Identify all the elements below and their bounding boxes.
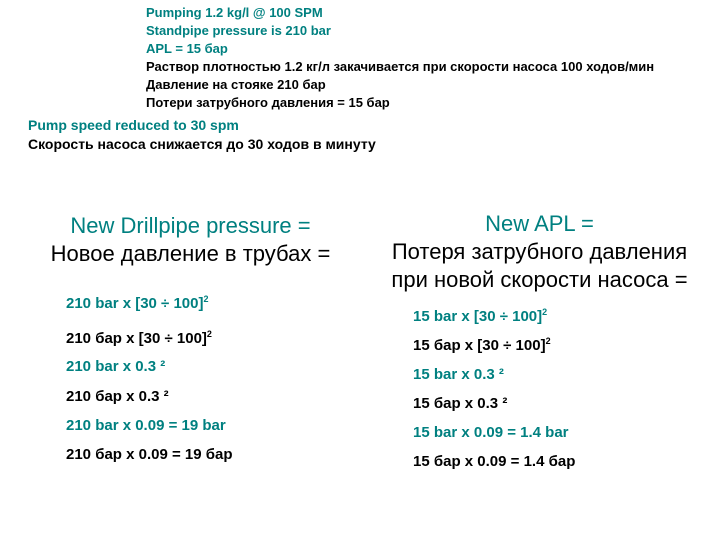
given-line-standpipe: Standpipe pressure is 210 bar (146, 23, 331, 38)
drillpipe-step-3: 210 bar x 0.3 ² (66, 358, 166, 375)
apl-step-1: 15 bar x $[30 \div 100]^2$ (413, 307, 548, 325)
drillpipe-step-2: 210 бар x $[30 \div 100]^2$ (66, 329, 212, 347)
apl-heading (362, 210, 717, 294)
given-line-pumping: Pumping 1.2 kg/l @ 100 SPM (146, 5, 323, 20)
apl-step-6: 15 бар x 0.09 = 1.4 бар (413, 453, 576, 470)
drillpipe-step-4: 210 бар x 0.3 ² (66, 388, 169, 405)
speed-change-ru: Скорость насоса снижается до 30 ходов в минуту (28, 136, 376, 152)
drillpipe-step-5: 210 bar x 0.09 = 19 bar (66, 417, 226, 434)
drillpipe-step-6: 210 бар x 0.09 = 19 бар (66, 446, 233, 463)
given-line-ru-pumping: Раствор плотностью 1.2 кг/л закачивается при скорости насоса 100 ходов/мин (146, 59, 655, 74)
given-line-apl: APL = 15 бар (146, 41, 228, 56)
drillpipe-heading (18, 212, 363, 268)
apl-heading-ru-2: при новой скорости насоса = (391, 267, 688, 292)
drillpipe-heading-en: New Drillpipe pressure = (70, 213, 311, 238)
drillpipe-heading-ru: Новое давление в трубах = (50, 241, 331, 266)
given-conditions (146, 4, 654, 112)
given-line-ru-standpipe: Давление на стояке 210 бар (146, 77, 326, 92)
apl-step-2: 15 бар x $[30 \div 100]^2$ (413, 336, 551, 354)
apl-heading-en: New APL = (485, 211, 594, 236)
speed-change (28, 116, 376, 154)
apl-step-3: 15 bar x 0.3 ² (413, 366, 504, 383)
apl-step-4: 15 бар x 0.3 ² (413, 395, 508, 412)
speed-change-en: Pump speed reduced to 30 spm (28, 117, 239, 133)
given-line-ru-apl: Потери затрубного давления = 15 бар (146, 95, 390, 110)
apl-heading-ru-1: Потеря затрубного давления (391, 239, 688, 264)
drillpipe-step-1: 210 bar x $[30 \div 100]^2$ (66, 294, 209, 312)
apl-step-5: 15 bar x 0.09 = 1.4 bar (413, 424, 569, 441)
